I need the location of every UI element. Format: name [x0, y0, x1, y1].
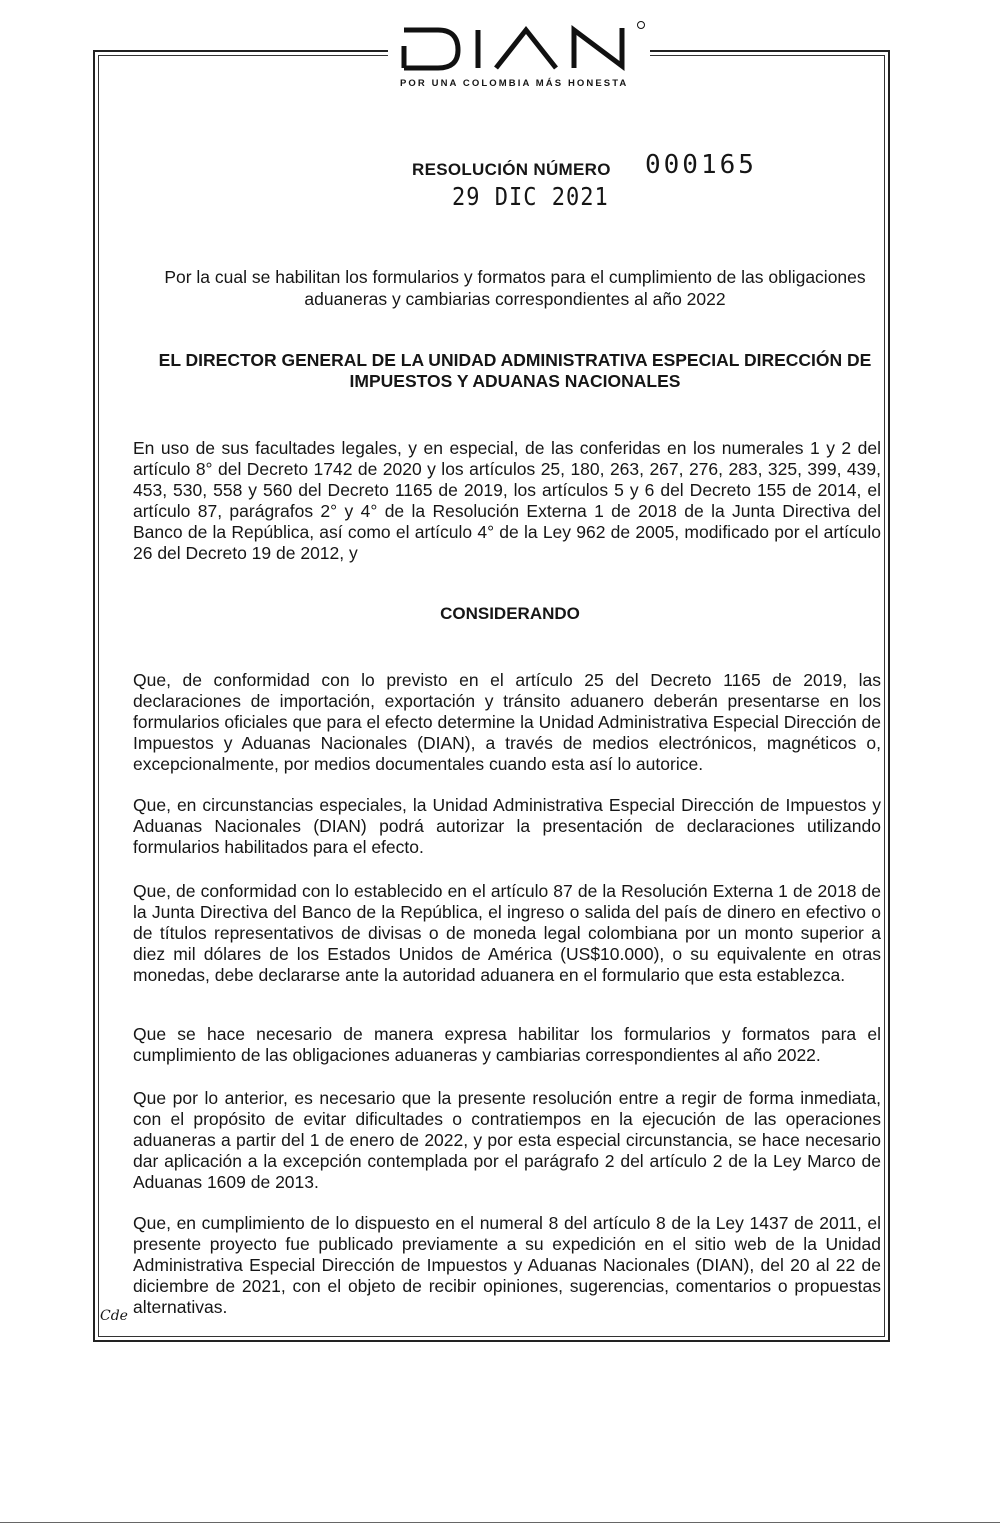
resolution-subtitle: Por la cual se habilitan los formularios y formatos para el cumplimiento de las obligaciones aduaneras y cambiarias correspondientes al año 2022	[164, 267, 866, 309]
considerando-paragraph: Que, de conformidad con lo previsto en el artículo 25 del Decreto 1165 de 2019, las declaraciones de importación, exportación y tránsito aduanero deberán presentarse en los formularios oficiales que para el efecto determine la Unidad Administrativa Especial Dirección de Impuestos y Aduanas Nacionales (DIAN), a través de medios electrónicos, magnéticos o, excepcionalmente, por medios documentales cuando esta así lo autorice.	[133, 670, 882, 774]
resolution-number: 000165	[645, 150, 757, 180]
dian-logo	[400, 20, 650, 72]
considerando-paragraph: Que, en circunstancias especiales, la Unidad Administrativa Especial Dirección de Impuestos y Aduanas Nacionales (DIAN) podrá autorizar la presentación de declaraciones utilizando formularios habilitados para el efecto.	[133, 795, 881, 857]
considerando-paragraph: Que se hace necesario de manera expresa habilitar los formularios y formatos para el cumplimiento de las obligaciones aduaneras y cambiarias correspondientes al año 2022.	[133, 1024, 881, 1065]
preamble-paragraph: En uso de sus facultades legales, y en especial, de las conferidas en los numerales 1 y 2 del artículo 8° del Decreto 1742 de 2020 y los artículos 25, 180, 263, 267, 276, 283, 325, 399, 439, 453, 530, 558 y 560 del Decreto 1165 de 2019, los artículos 5 y 6 del Decreto 155 de 2014, el artículo 87, parágrafos 2° y 4° de la Resolución Externa 1 de 2018 de la Junta Directiva del Banco de la República, así como el artículo 4° de la Ley 962 de 2005, modificado por el artículo 26 del Decreto 19 de 2012, y	[133, 438, 881, 563]
considerando-title: CONSIDERANDO	[440, 604, 580, 623]
page-bottom-rule	[0, 1522, 1000, 1523]
issuer-heading: EL DIRECTOR GENERAL DE LA UNIDAD ADMINISTRATIVA ESPECIAL DIRECCIÓN DE IMPUESTOS Y ADUANAS NACIONALES	[158, 350, 872, 391]
considerando-paragraph: Que por lo anterior, es necesario que la presente resolución entre a regir de forma inmediata, con el propósito de evitar dificultades o contratiempos en la ejecución de las operaciones aduaneras a partir del 1 de enero de 2022, y por esta especial circunstancia, se hace necesario dar aplicación a la excepción contemplada por el parágrafo 2 del artículo 2 de la Ley Marco de Aduanas 1609 de 2013.	[133, 1088, 881, 1192]
considerando-paragraph: Que, de conformidad con lo establecido en el artículo 87 de la Resolución Externa 1 de 2018 de la Junta Directiva del Banco de la República, el ingreso o salida del país de dinero en efectivo o de títulos representativos de divisas o de moneda legal colombiana por un monto superior a diez mil dólares de los Estados Unidos de América (US$10.000), o su equivalente en otras monedas, debe declararse ante la autoridad aduanera en el formulario que esta establezca.	[133, 881, 881, 985]
considerando-paragraph: Que, en cumplimiento de lo dispuesto en el numeral 8 del artículo 8 de la Ley 1437 de 2011, el presente proyecto fue publicado previamente a su expedición en el sitio web de la Unidad Administrativa Especial Dirección de Impuestos y Aduanas Nacionales (DIAN), del 20 al 22 de diciembre de 2021, con el objeto de recibir opiniones, sugerencias, comentarios o propuestas alternativas.	[133, 1213, 881, 1317]
resolution-label: RESOLUCIÓN NÚMERO	[412, 160, 611, 179]
handwritten-initials: Cde	[100, 1308, 128, 1324]
date-stamp: 29 DIC 2021	[452, 183, 609, 212]
logo-tagline: POR UNA COLOMBIA MÁS HONESTA	[400, 78, 629, 89]
